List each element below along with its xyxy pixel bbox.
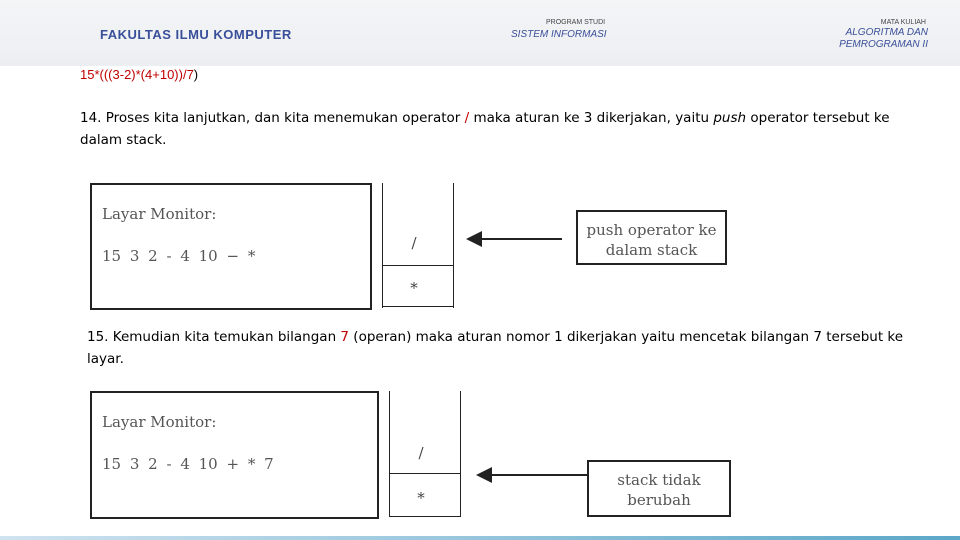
stack-2	[389, 391, 461, 517]
stack-2-cell-bottom	[390, 474, 460, 517]
note-1-line2: dalam stack	[605, 241, 698, 259]
faculty-name: FAKULTAS ILMU KOMPUTER	[100, 27, 292, 42]
stack-2-cell-top	[390, 391, 460, 474]
stack-1-cell-bottom	[383, 266, 453, 307]
monitor-box-1	[90, 183, 372, 310]
note-1-line1: push operator ke	[586, 221, 717, 239]
monitor-box-2	[90, 391, 379, 519]
stack-1-item-1: *	[410, 279, 418, 297]
course-value-line1: ALGORITMA DAN	[845, 27, 928, 38]
step-14-part1: 14. Proses kita lanjutkan, dan kita menemukan operator	[80, 110, 465, 126]
infix-expression	[80, 67, 198, 82]
stack-2-item-1: *	[417, 489, 425, 507]
course-value	[808, 27, 928, 51]
step-15-number: 7	[340, 329, 350, 345]
note-2-line1: stack tidak	[617, 471, 701, 489]
step-14-operator: /	[464, 110, 470, 126]
stack-1	[382, 183, 454, 308]
step-15-text	[87, 326, 907, 370]
note-2-line2: berubah	[627, 491, 691, 509]
monitor-output-2: 15 3 2 - 4 10 + * 7	[102, 455, 274, 473]
program-value: SISTEM INFORMASI	[511, 29, 607, 40]
stack-1-item-0: /	[411, 234, 417, 252]
step-14-part3: operator tersebut ke dalam stack.	[80, 110, 890, 148]
step-14-text	[80, 107, 900, 151]
expression-body: 15*(((3-2)*(4+10))/7	[80, 67, 194, 82]
slide-header	[0, 0, 960, 66]
monitor-title-2: Layar Monitor:	[102, 413, 217, 431]
course-value-line2: PEMROGRAMAN II	[839, 39, 928, 50]
stack-2-item-0: /	[418, 444, 424, 462]
step-15-part1: 15. Kemudian kita temukan bilangan	[87, 329, 341, 345]
step-14-push: push	[713, 110, 747, 126]
arrow-line-2	[490, 474, 588, 476]
monitor-title-1: Layar Monitor:	[102, 205, 217, 223]
step-14-part2: maka aturan ke 3 dikerjakan, yaitu	[469, 110, 714, 126]
monitor-output-1: 15 3 2 - 4 10 − *	[102, 247, 256, 265]
footer-bar	[0, 536, 960, 540]
program-label: PROGRAM STUDI	[546, 19, 606, 26]
expression-tail: )	[193, 67, 199, 82]
note-box-1	[576, 210, 727, 265]
arrow-line-1	[480, 238, 562, 240]
course-label: MATA KULIAH	[880, 19, 926, 26]
stack-1-cell-top	[383, 183, 453, 266]
step-15-part2: (operan) maka aturan nomor 1 dikerjakan yaitu mencetak bilangan 7 tersebut ke layar.	[87, 329, 904, 367]
note-box-2	[587, 460, 731, 517]
